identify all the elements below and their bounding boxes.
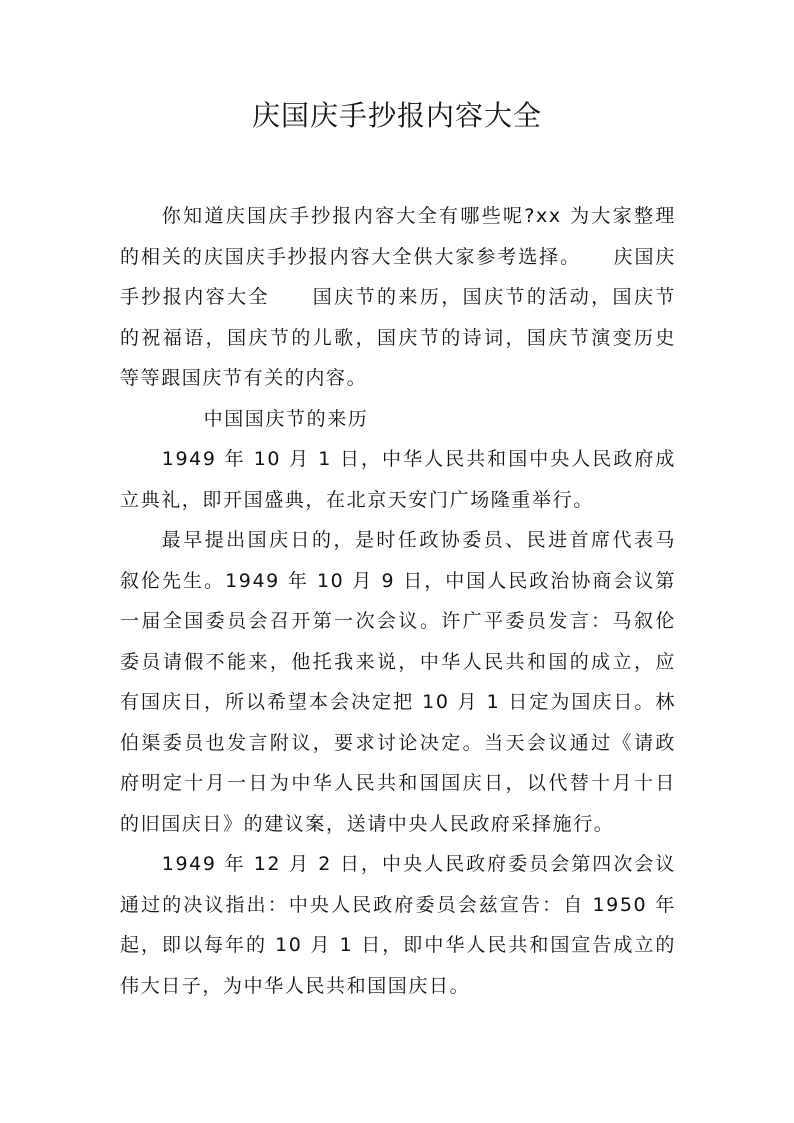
document-body <box>120 196 676 1006</box>
section-heading: 中国国庆节的来历 <box>203 407 369 430</box>
paragraph-proposal: 最早提出国庆日的，是时任政协委员、民进首席代表马叙伦先生。1949 年 10 月 9 日，中国人民政治协商会议第一届全国委员会召开第一次会议。许广平委员发言：马叙伦委员请假不能来，他托我来说，中华人民共和国的成立，应有国庆日，所以希望本会决定把 10 月 1 日定为国庆日。林伯渠委员也发言附议，要求讨论决定。当天会议通过《请政府明定十月一日为中华人民共和国国庆日，以代替十月十日的旧国庆日》的建议案，送请中央人民政府采择施行。 <box>120 529 676 835</box>
paragraph-founding-ceremony: 1949 年 10 月 1 日，中华人民共和国中央人民政府成立典礼，即开国盛典，在北京天安门广场隆重举行。 <box>120 448 676 511</box>
intro-paragraph: 你知道庆国庆手抄报内容大全有哪些呢?xx 为大家整理的相关的庆国庆手抄报内容大全供大家参考选择。 庆国庆手抄报内容大全 国庆节的来历，国庆节的活动，国庆节的祝福语，国庆节的儿歌，国庆节的诗词，国庆节演变历史等等跟国庆节有关的内容。 <box>120 205 676 389</box>
paragraph-resolution: 1949 年 12 月 2 日，中央人民政府委员会第四次会议通过的决议指出：中央人民政府委员会兹宣告：自 1950 年起，即以每年的 10 月 1 日，即中华人民共和国宣告成立的伟大日子，为中华人民共和国国庆日。 <box>120 853 676 997</box>
document-title: 庆国庆手抄报内容大全 <box>251 99 542 132</box>
